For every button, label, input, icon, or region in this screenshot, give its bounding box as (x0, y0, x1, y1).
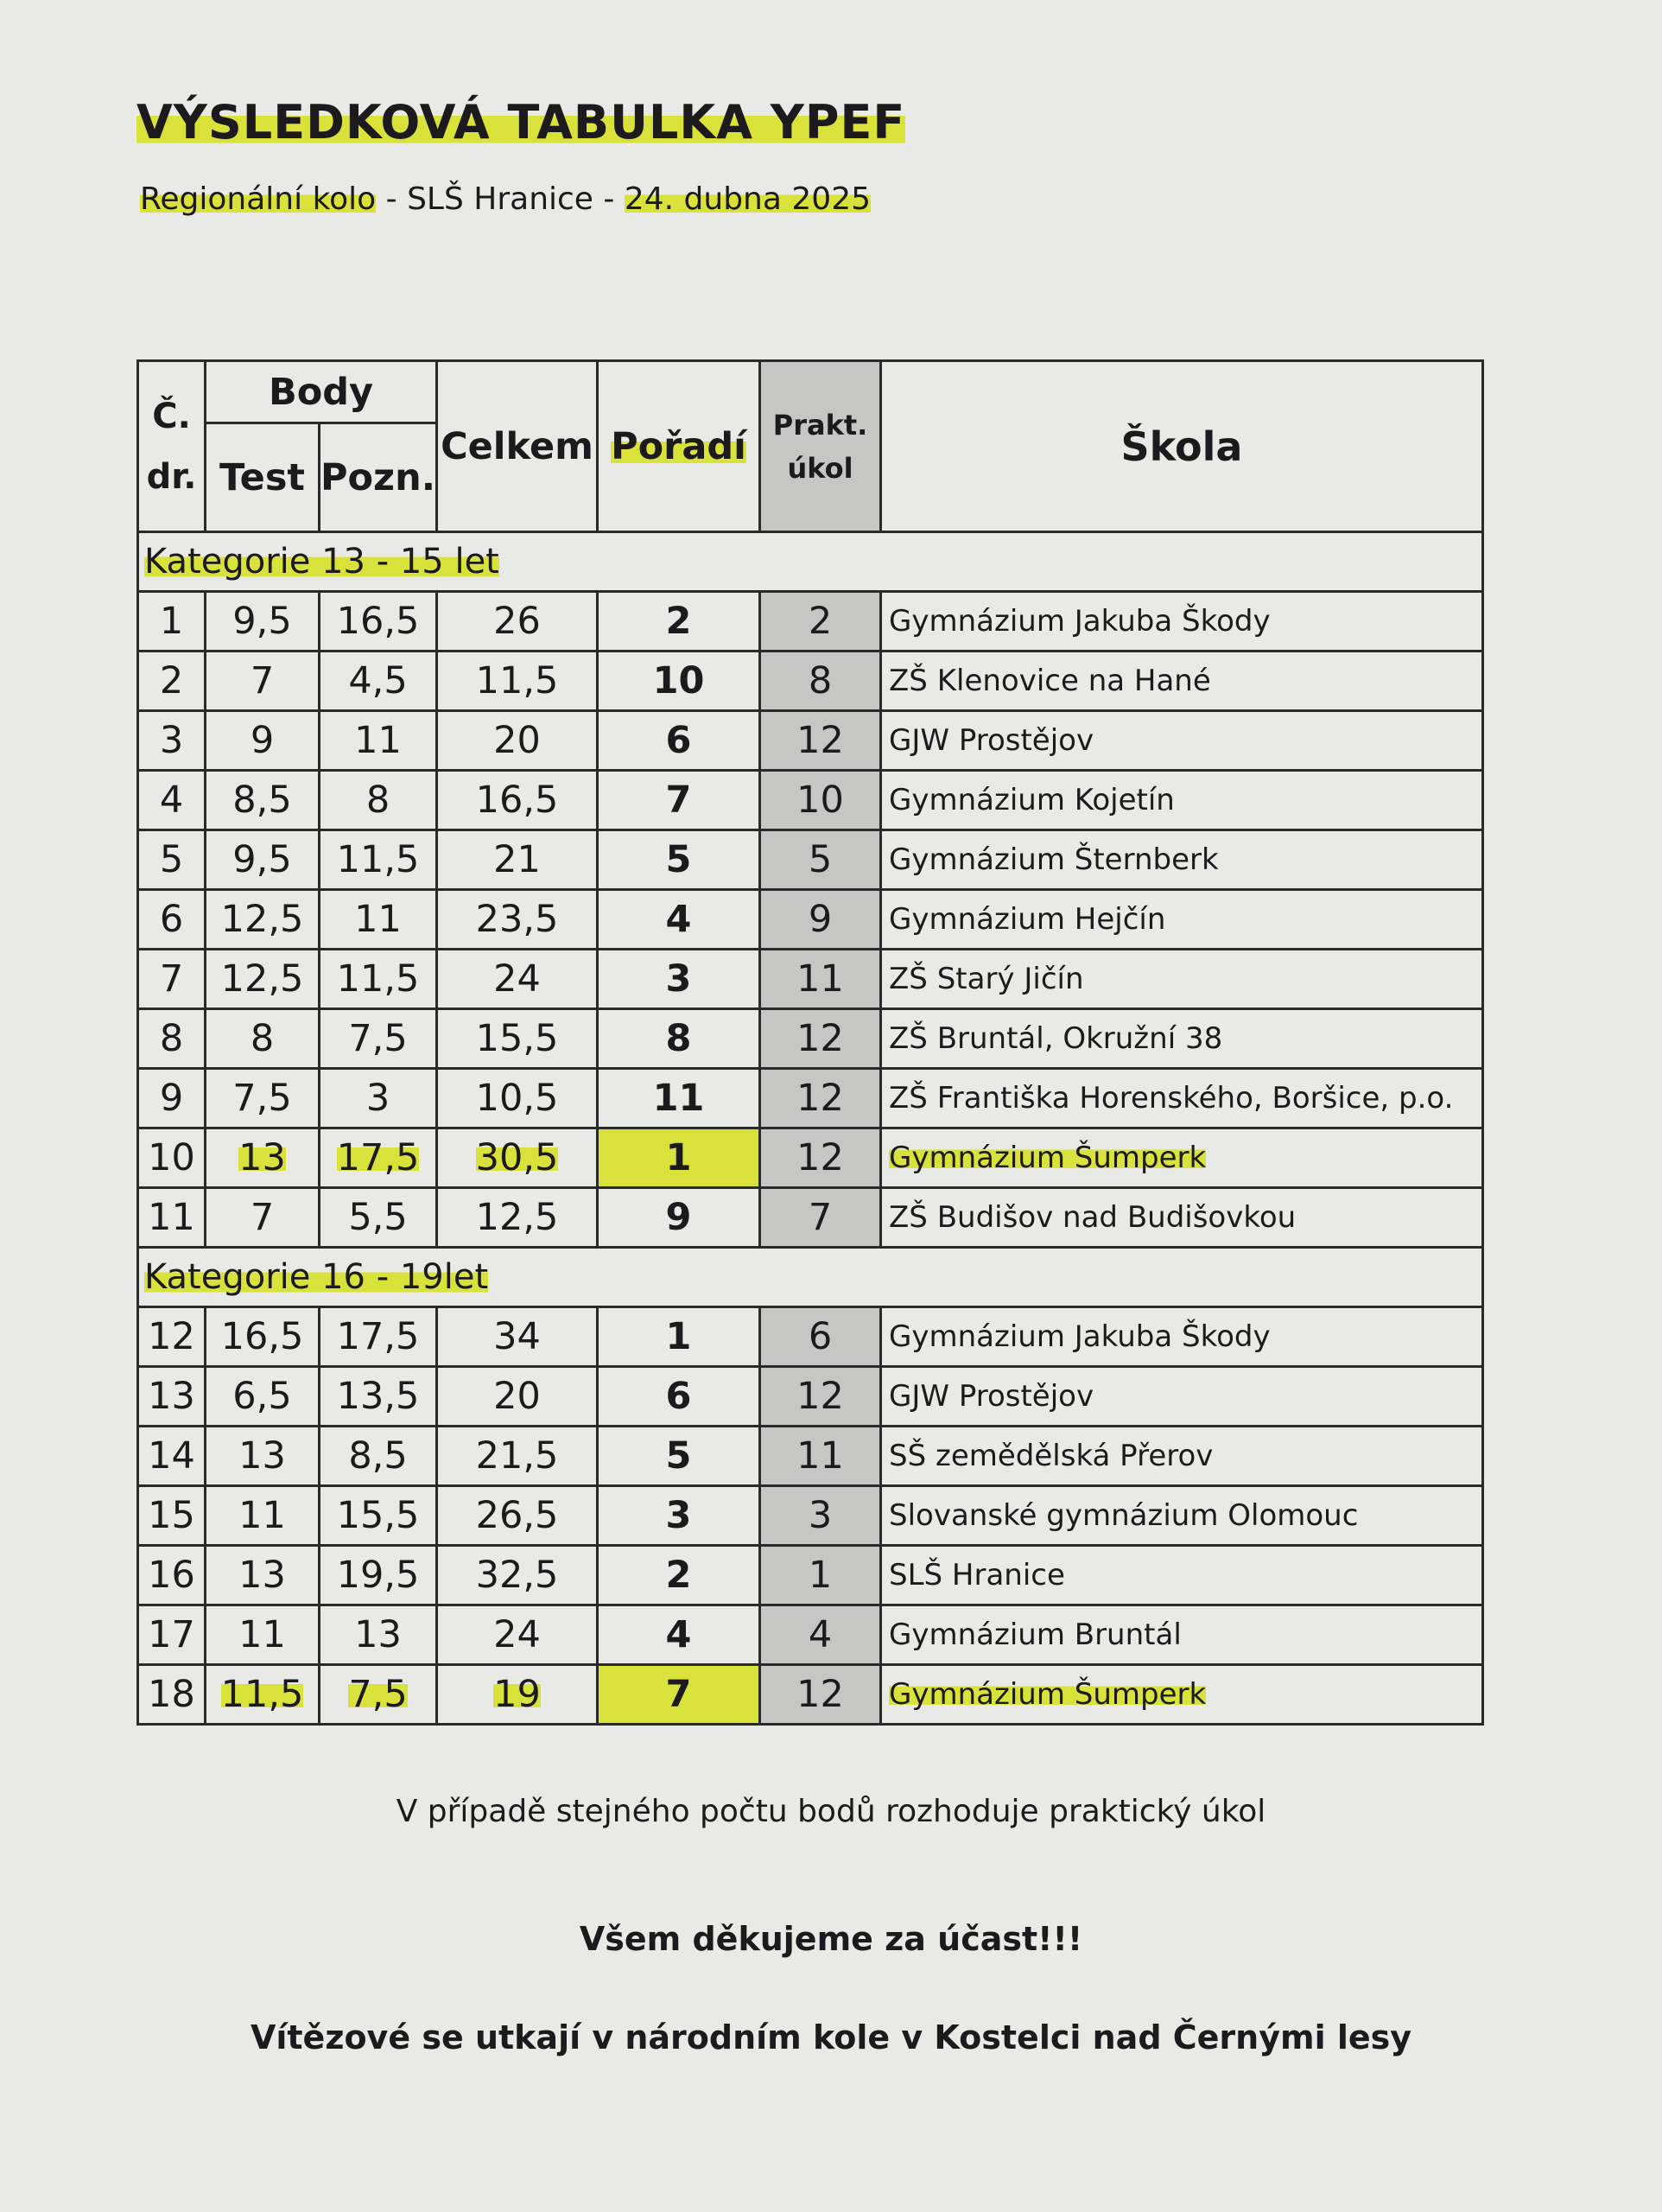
cell-pozn: 11,5 (320, 950, 437, 1009)
cell-school: Gymnázium Hejčín (881, 890, 1483, 950)
cell-prakt: 9 (760, 890, 881, 950)
col-header-poradi (598, 361, 760, 532)
cell-pozn: 3 (320, 1069, 437, 1128)
cell-test: 16,5 (206, 1307, 320, 1367)
cell-celkem (437, 1665, 598, 1725)
table-row (138, 1128, 1483, 1188)
col-header-celkem: Celkem (437, 361, 598, 532)
cell-prakt: 5 (760, 830, 881, 890)
cell-test: 11 (206, 1486, 320, 1546)
cell-pozn: 5,5 (320, 1188, 437, 1248)
cell-celkem: 21,5 (437, 1427, 598, 1486)
cell-school-text: Gymnázium Šumperk (889, 1141, 1207, 1175)
cell-celkem-text: 30,5 (475, 1136, 559, 1179)
cell-school: Gymnázium Bruntál (881, 1605, 1483, 1665)
cell-poradi: 5 (598, 830, 760, 890)
col-header-number: Č. dr. (138, 361, 206, 532)
cell-school: Gymnázium Šternberk (881, 830, 1483, 890)
category-label-text: Kategorie 13 - 15 let (144, 542, 499, 582)
cell-prakt: 12 (760, 1367, 881, 1427)
cell-test: 9 (206, 711, 320, 771)
table-row (138, 950, 1483, 1009)
cell-celkem: 26,5 (437, 1486, 598, 1546)
cell-number: 14 (138, 1427, 206, 1486)
col-header-body: Body (206, 361, 437, 423)
cell-school: Gymnázium Kojetín (881, 771, 1483, 830)
cell-school: Slovanské gymnázium Olomouc (881, 1486, 1483, 1546)
cell-celkem: 20 (437, 711, 598, 771)
cell-test: 8,5 (206, 771, 320, 830)
cell-prakt: 8 (760, 652, 881, 711)
cell-test: 13 (206, 1546, 320, 1605)
cell-pozn: 8 (320, 771, 437, 830)
cell-poradi: 6 (598, 1367, 760, 1427)
cell-pozn: 13,5 (320, 1367, 437, 1427)
cell-pozn-text: 17,5 (336, 1136, 420, 1179)
cell-number: 5 (138, 830, 206, 890)
cell-number: 6 (138, 890, 206, 950)
category-label-text: Kategorie 16 - 19let (144, 1257, 489, 1297)
cell-prakt: 6 (760, 1307, 881, 1367)
cell-celkem: 26 (437, 592, 598, 652)
col-header-pozn: Pozn. (320, 423, 437, 532)
subtitle-venue: - SLŠ Hranice - (376, 181, 625, 217)
cell-school: ZŠ Budišov nad Budišovkou (881, 1188, 1483, 1248)
cell-number: 8 (138, 1009, 206, 1069)
cell-number: 1 (138, 592, 206, 652)
winners-note: Vítězové se utkají v národním kole v Kostelci nad Černými lesy (250, 2018, 1412, 2056)
cell-number: 11 (138, 1188, 206, 1248)
cell-poradi: 3 (598, 1486, 760, 1546)
subtitle-round: Regionální kolo (140, 181, 377, 217)
cell-school: ZŠ Bruntál, Okružní 38 (881, 1009, 1483, 1069)
cell-number: 17 (138, 1605, 206, 1665)
cell-test: 9,5 (206, 830, 320, 890)
table-row (138, 1367, 1483, 1427)
cell-prakt: 12 (760, 1128, 881, 1188)
cell-pozn: 15,5 (320, 1486, 437, 1546)
cell-school: SŠ zemědělská Přerov (881, 1427, 1483, 1486)
cell-test (206, 1665, 320, 1725)
category-label (138, 532, 1483, 592)
cell-pozn: 8,5 (320, 1427, 437, 1486)
cell-celkem: 34 (437, 1307, 598, 1367)
cell-pozn: 11 (320, 890, 437, 950)
cell-celkem: 11,5 (437, 652, 598, 711)
cell-prakt: 1 (760, 1546, 881, 1605)
cell-test: 8 (206, 1009, 320, 1069)
cell-prakt: 12 (760, 1009, 881, 1069)
cell-pozn: 16,5 (320, 592, 437, 652)
col-header-test: Test (206, 423, 320, 532)
title-text: VÝSLEDKOVÁ TABULKA YPEF (136, 95, 906, 149)
table-row (138, 592, 1483, 652)
table-row (138, 1665, 1483, 1725)
cell-prakt: 11 (760, 1427, 881, 1486)
col-header-prakt: Prakt. úkol (760, 361, 881, 532)
cell-poradi: 2 (598, 1546, 760, 1605)
cell-test: 11 (206, 1605, 320, 1665)
cell-celkem (437, 1128, 598, 1188)
cell-poradi: 6 (598, 711, 760, 771)
cell-poradi: 1 (598, 1128, 760, 1188)
cell-poradi: 1 (598, 1307, 760, 1367)
table-row (138, 1069, 1483, 1128)
table-row (138, 890, 1483, 950)
table-header (138, 361, 1483, 532)
cell-school: ZŠ Starý Jičín (881, 950, 1483, 1009)
cell-pozn (320, 1665, 437, 1725)
cell-prakt: 12 (760, 1069, 881, 1128)
cell-celkem: 23,5 (437, 890, 598, 950)
cell-test-text: 11,5 (220, 1673, 304, 1716)
cell-school: GJW Prostějov (881, 1367, 1483, 1427)
cell-prakt: 4 (760, 1605, 881, 1665)
category-row (138, 532, 1483, 592)
cell-number: 18 (138, 1665, 206, 1725)
cell-poradi: 3 (598, 950, 760, 1009)
table-row (138, 652, 1483, 711)
cell-poradi: 2 (598, 592, 760, 652)
cell-number: 13 (138, 1367, 206, 1427)
cell-pozn: 11 (320, 711, 437, 771)
cell-prakt: 7 (760, 1188, 881, 1248)
poradi-label: Pořadí (611, 424, 746, 468)
cell-pozn: 7,5 (320, 1009, 437, 1069)
table-row (138, 771, 1483, 830)
table-row (138, 1486, 1483, 1546)
cell-test: 7,5 (206, 1069, 320, 1128)
cell-celkem: 12,5 (437, 1188, 598, 1248)
cell-poradi: 5 (598, 1427, 760, 1486)
cell-test (206, 1128, 320, 1188)
cell-number: 12 (138, 1307, 206, 1367)
table-row (138, 1009, 1483, 1069)
col-header-skola: Škola (881, 361, 1483, 532)
cell-test: 7 (206, 1188, 320, 1248)
page-title (136, 95, 905, 149)
cell-school: ZŠ Františka Horenského, Boršice, p.o. (881, 1069, 1483, 1128)
cell-prakt: 10 (760, 771, 881, 830)
table-row (138, 1546, 1483, 1605)
cell-poradi: 7 (598, 1665, 760, 1725)
cell-number: 9 (138, 1069, 206, 1128)
table-row (138, 711, 1483, 771)
cell-pozn: 19,5 (320, 1546, 437, 1605)
cell-poradi: 4 (598, 1605, 760, 1665)
cell-pozn: 4,5 (320, 652, 437, 711)
cell-celkem: 20 (437, 1367, 598, 1427)
cell-prakt: 3 (760, 1486, 881, 1546)
cell-pozn: 13 (320, 1605, 437, 1665)
cell-pozn: 11,5 (320, 830, 437, 890)
table-row (138, 1605, 1483, 1665)
cell-test: 6,5 (206, 1367, 320, 1427)
cell-school: ZŠ Klenovice na Hané (881, 652, 1483, 711)
cell-pozn-text: 7,5 (348, 1673, 408, 1716)
results-table (136, 359, 1484, 1726)
cell-celkem: 32,5 (437, 1546, 598, 1605)
cell-poradi: 11 (598, 1069, 760, 1128)
cell-poradi: 8 (598, 1009, 760, 1069)
cell-celkem: 10,5 (437, 1069, 598, 1128)
cell-school-text: Gymnázium Šumperk (889, 1677, 1207, 1712)
cell-prakt: 2 (760, 592, 881, 652)
cell-prakt: 11 (760, 950, 881, 1009)
table-row (138, 1307, 1483, 1367)
cell-number: 4 (138, 771, 206, 830)
table-row (138, 1427, 1483, 1486)
cell-school: GJW Prostějov (881, 711, 1483, 771)
cell-number: 3 (138, 711, 206, 771)
cell-number: 10 (138, 1128, 206, 1188)
cell-school: Gymnázium Jakuba Škody (881, 1307, 1483, 1367)
table-row (138, 1188, 1483, 1248)
subtitle-date: 24. dubna 2025 (624, 181, 871, 217)
category-row (138, 1248, 1483, 1307)
cell-test: 7 (206, 652, 320, 711)
cell-number: 2 (138, 652, 206, 711)
cell-prakt: 12 (760, 1665, 881, 1725)
cell-test: 13 (206, 1427, 320, 1486)
cell-school: Gymnázium Jakuba Škody (881, 592, 1483, 652)
cell-number: 15 (138, 1486, 206, 1546)
thanks-text: Všem děkujeme za účast!!! (579, 1920, 1083, 1958)
subtitle (140, 181, 871, 217)
cell-test-text: 13 (238, 1136, 286, 1179)
cell-prakt: 12 (760, 711, 881, 771)
cell-school (881, 1665, 1483, 1725)
cell-poradi: 4 (598, 890, 760, 950)
cell-test: 12,5 (206, 950, 320, 1009)
table-body (138, 532, 1483, 1725)
cell-poradi: 7 (598, 771, 760, 830)
cell-celkem: 16,5 (437, 771, 598, 830)
cell-celkem: 24 (437, 950, 598, 1009)
table-row (138, 830, 1483, 890)
cell-school (881, 1128, 1483, 1188)
cell-celkem: 24 (437, 1605, 598, 1665)
cell-celkem: 21 (437, 830, 598, 890)
cell-test: 12,5 (206, 890, 320, 950)
category-label (138, 1248, 1483, 1307)
cell-celkem-text: 19 (493, 1673, 541, 1716)
tie-break-note: V případě stejného počtu bodů rozhoduje praktický úkol (396, 1794, 1266, 1829)
cell-poradi: 9 (598, 1188, 760, 1248)
cell-test: 9,5 (206, 592, 320, 652)
cell-celkem: 15,5 (437, 1009, 598, 1069)
cell-pozn (320, 1128, 437, 1188)
cell-number: 16 (138, 1546, 206, 1605)
cell-school: SLŠ Hranice (881, 1546, 1483, 1605)
cell-pozn: 17,5 (320, 1307, 437, 1367)
cell-number: 7 (138, 950, 206, 1009)
cell-poradi: 10 (598, 652, 760, 711)
